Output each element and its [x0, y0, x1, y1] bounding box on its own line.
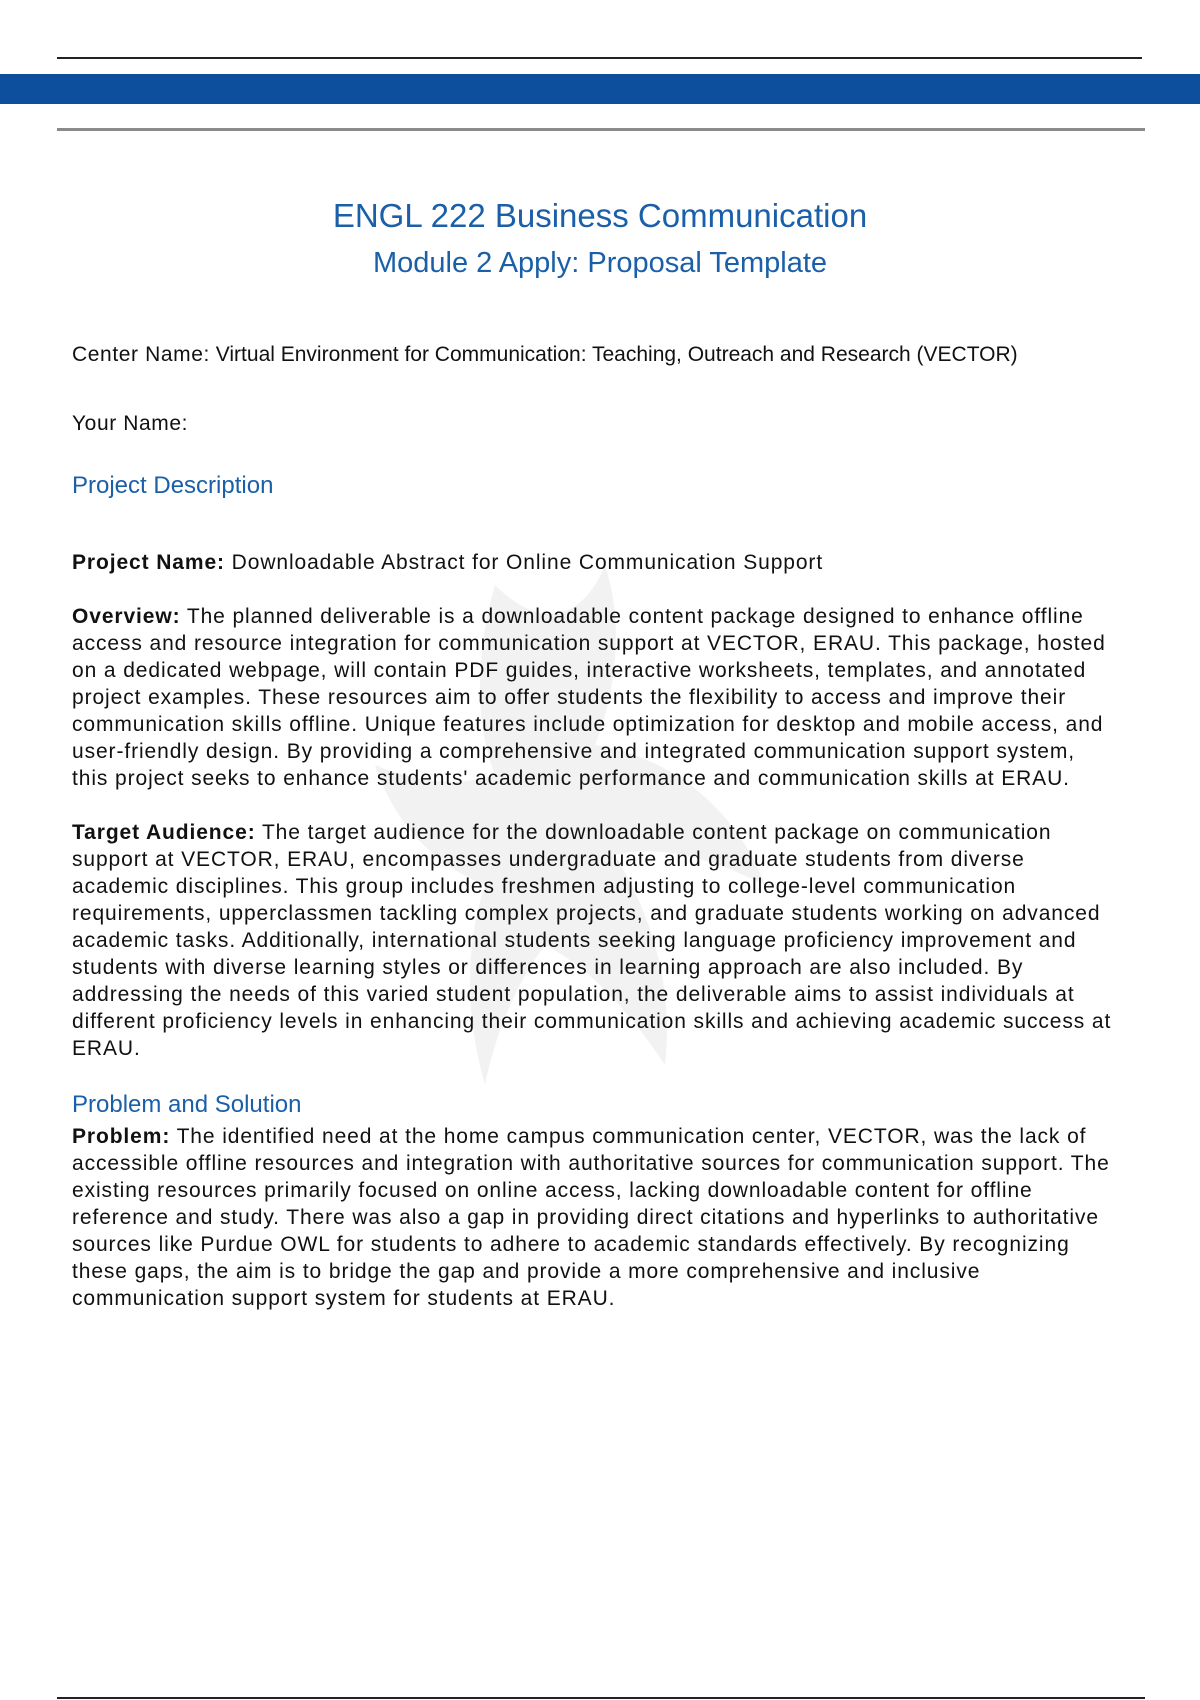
problem-text: The identified need at the home campus communication center, VECTOR, was the lack of accessible offline resources and integration with authoritative sources for communication support. The existing resources primarily focused on online access, lacking downloadable content for offline reference and study. There was also a gap in providing direct citations and hyperlinks to authoritative sources like Purdue OWL for students to adhere to academic standards effectively. By recognizing these gaps, the aim is to bridge the gap and provide a more comprehensive and inclusive communication support system for students at ERAU. [72, 1125, 1110, 1310]
bottom-rule [57, 1697, 1145, 1699]
project-name-paragraph [72, 549, 1117, 576]
center-name-field [72, 340, 1117, 370]
target-audience-label: Target Audience: [72, 821, 256, 844]
header-band [0, 74, 1200, 104]
target-audience-text: The target audience for the downloadable content package on communication support at VECTOR, ERAU, encompasses undergraduate and graduate students from diverse academic disciplines. This group includes freshmen adjusting to college-level communication requirements, upperclassmen tackling complex projects, and graduate students working on advanced academic tasks. Additionally, international students seeking language proficiency improvement and students with diverse learning styles or differences in learning approach are also included. By addressing the needs of this varied student population, the deliverable aims to assist individuals at different proficiency levels in enhancing their communication skills and achieving academic success at ERAU. [72, 821, 1112, 1060]
header-rule [57, 128, 1145, 131]
problem-paragraph [72, 1123, 1117, 1312]
center-name-value: Virtual Environment for Communication: Teaching, Outreach and Research (VECTOR) [215, 343, 1018, 366]
overview-label: Overview: [72, 605, 181, 628]
overview-text: The planned deliverable is a downloadable content package designed to enhance offline access and resource integration for communication support at VECTOR, ERAU. This package, hosted on a dedicated webpage, will contain PDF guides, interactive worksheets, templates, and annotated project examples. These resources aim to offer students the flexibility to access and improve their communication skills offline. Unique features include optimization for desktop and mobile access, and user-friendly design. By providing a comprehensive and integrated communication support system, this project seeks to enhance students' academic performance and communication skills at ERAU. [72, 605, 1106, 790]
document-title: ENGL 222 Business Communication [332, 197, 868, 234]
document-body [72, 340, 1117, 1312]
top-rule [57, 57, 1142, 59]
project-name-label: Project Name: [72, 551, 225, 574]
your-name-label: Your Name: [72, 412, 189, 435]
project-description-heading: Project Description [72, 472, 274, 499]
problem-label: Problem: [72, 1125, 171, 1148]
your-name-field [72, 409, 1117, 439]
problem-solution-heading: Problem and Solution [72, 1091, 302, 1118]
document-subtitle: Module 2 Apply: Proposal Template [372, 247, 828, 279]
center-name-label: Center Name: [72, 343, 210, 366]
overview-paragraph [72, 603, 1117, 792]
target-audience-paragraph [72, 819, 1117, 1062]
project-name-value: Downloadable Abstract for Online Communication Support [231, 551, 824, 574]
